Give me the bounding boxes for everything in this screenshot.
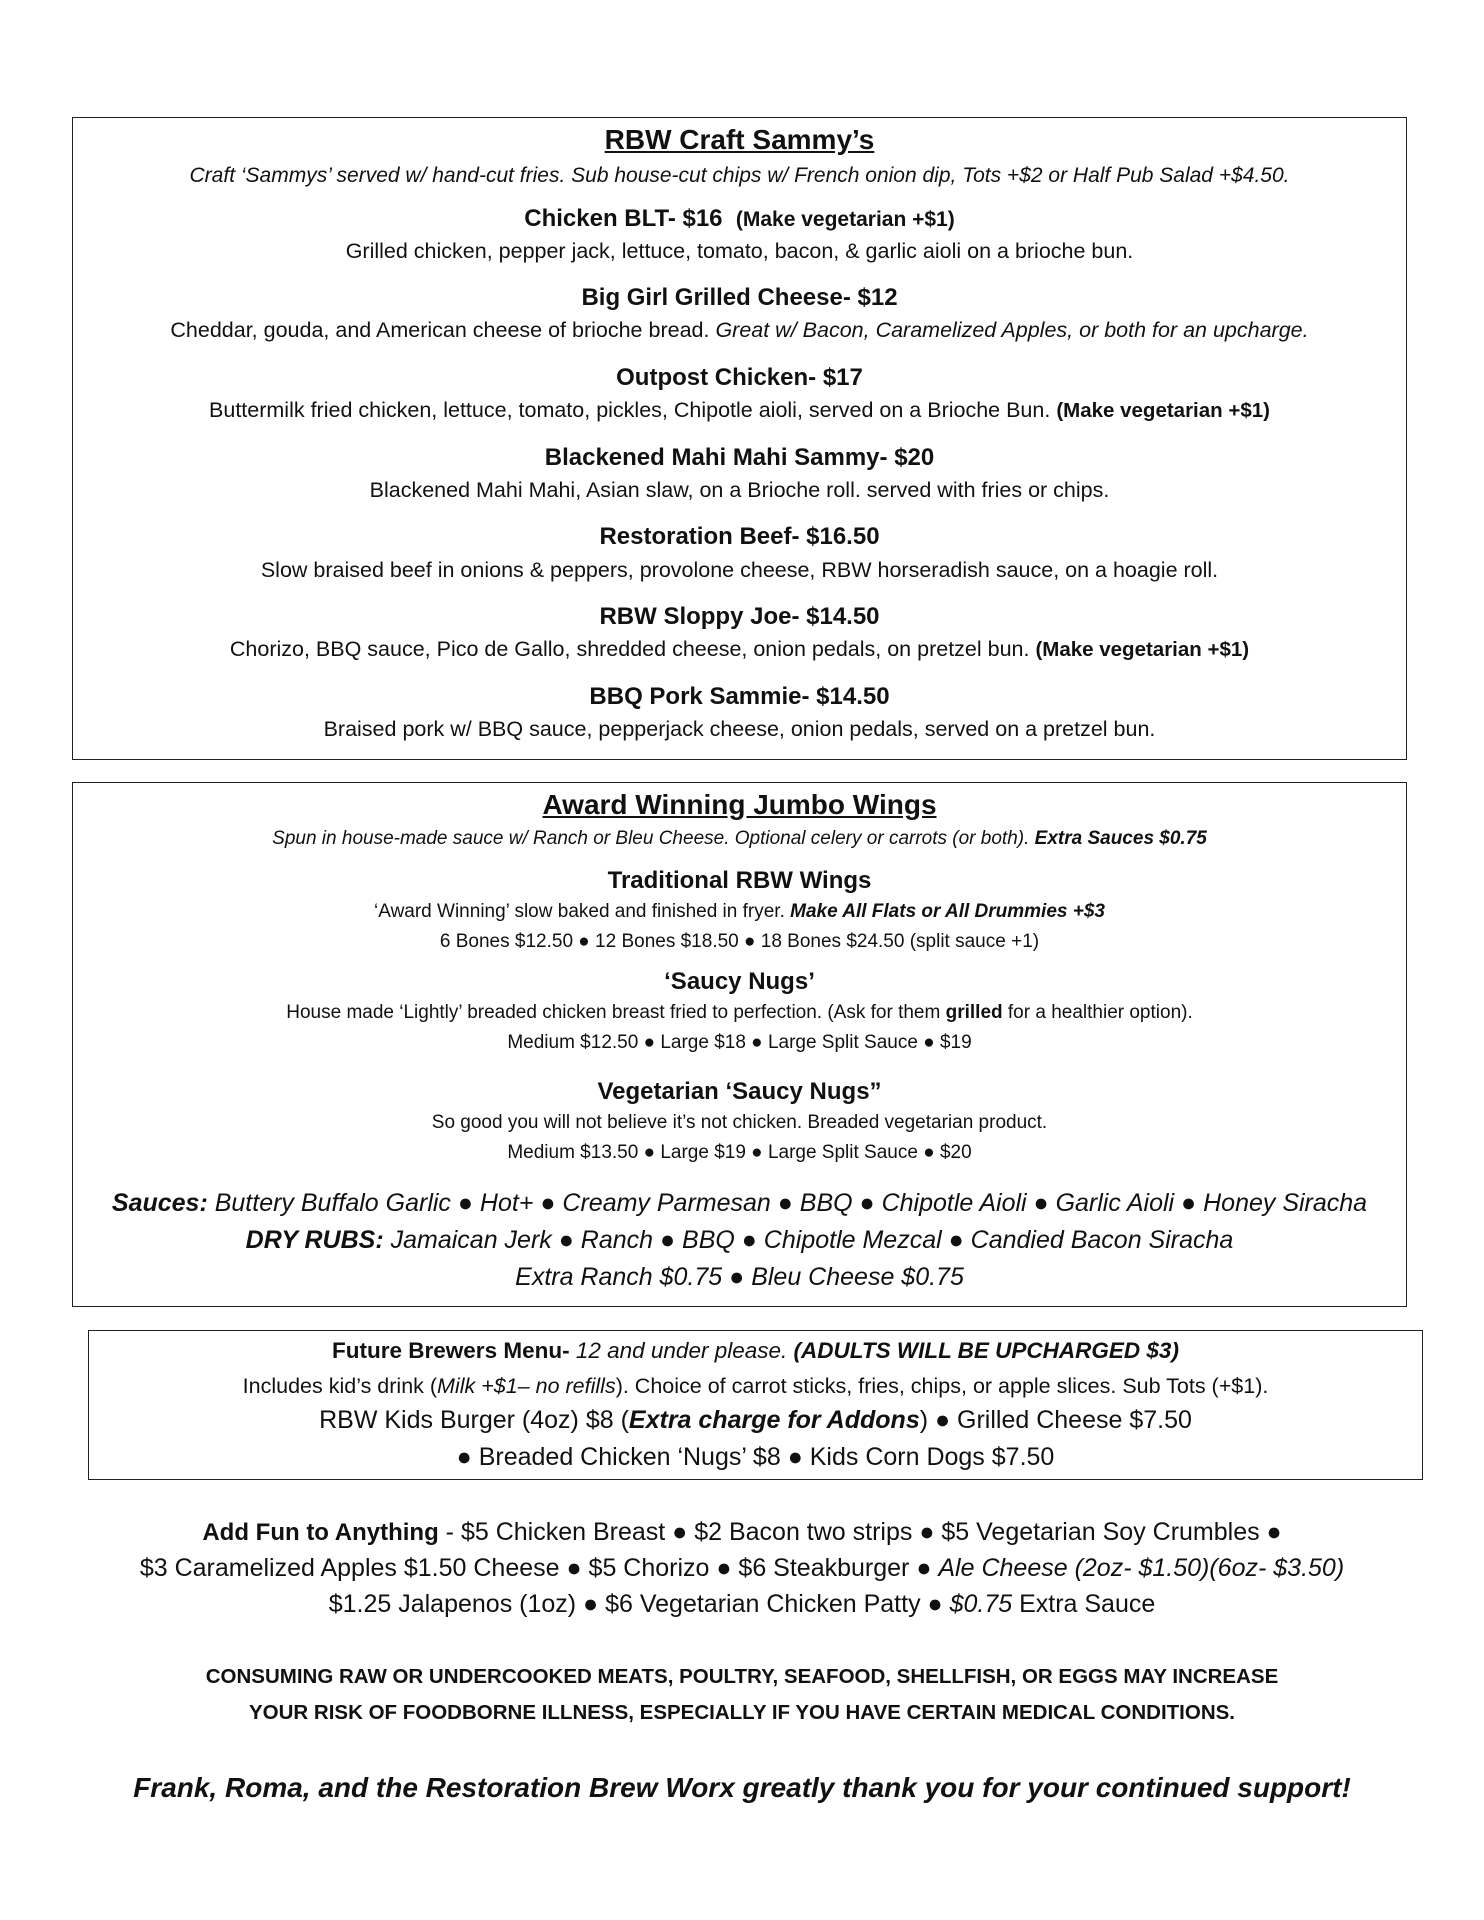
sammys-title: RBW Craft Sammy’s <box>604 124 875 155</box>
wings-traditional-desc: ‘Award Winning’ slow baked and finished in fryer. Make All Flats or All Drummies +$3 <box>374 901 1105 922</box>
kids-includes: Includes kid’s drink (Milk +$1– no refills). Choice of carrot sticks, fries, chips, or apple slices. Sub Tots (+$1). <box>242 1374 1269 1398</box>
sauces-line: Sauces: Buttery Buffalo Garlic ● Hot+ ● Creamy Parmesan ● BBQ ● Chipotle Aioli ● Garlic Aioli ● Honey Siracha <box>111 1189 1368 1217</box>
menu-item-desc: Blackened Mahi Mahi, Asian slaw, on a Brioche roll. served with fries or chips. <box>369 478 1110 502</box>
consumer-warning: CONSUMING RAW OR UNDERCOOKED MEATS, POULTRY, SEAFOOD, SHELLFISH, OR EGGS MAY INCREASE <box>205 1665 1279 1688</box>
thank-you-note: Frank, Roma, and the Restoration Brew Worx greatly thank you for your continued support! <box>133 1772 1351 1803</box>
nugs-desc: House made ‘Lightly’ breaded chicken breast fried to perfection. (Ask for them grilled for a healthier option). <box>286 1002 1193 1023</box>
kids-title: Future Brewers Menu- 12 and under please. (ADULTS WILL BE UPCHARGED $3) <box>332 1338 1179 1363</box>
menu-item-title: BBQ Pork Sammie- $14.50 <box>589 683 890 710</box>
menu-item-desc: Slow braised beef in onions & peppers, provolone cheese, RBW horseradish sauce, on a hoagie roll. <box>260 558 1219 582</box>
consumer-warning: YOUR RISK OF FOODBORNE ILLNESS, ESPECIALLY IF YOU HAVE CERTAIN MEDICAL CONDITIONS. <box>249 1701 1235 1724</box>
menu-item-desc: Grilled chicken, pepper jack, lettuce, tomato, bacon, & garlic aioli on a brioche bun. <box>345 239 1134 263</box>
nugs-prices: Medium $12.50 ● Large $18 ● Large Split Sauce ● $19 <box>507 1032 972 1053</box>
menu-item-desc: Chorizo, BBQ sauce, Pico de Gallo, shredded cheese, onion pedals, on pretzel bun. (Make vegetarian +$1) <box>229 637 1250 661</box>
addons-line: $3 Caramelized Apples $1.50 Cheese ● $5 Chorizo ● $6 Steakburger ● Ale Cheese (2oz- $1.50)(6oz- $3.50) <box>139 1554 1345 1582</box>
menu-item-title: Chicken BLT- $16 (Make vegetarian +$1) <box>524 205 955 232</box>
menu-item-title: Restoration Beef- $16.50 <box>599 523 880 550</box>
menu-item-title: RBW Sloppy Joe- $14.50 <box>599 603 880 630</box>
menu-item-desc: Buttermilk fried chicken, lettuce, tomato, pickles, Chipotle aioli, served on a Brioche Bun. (Make vegetarian +$1) <box>209 398 1270 422</box>
kids-section <box>88 1330 1423 1480</box>
addons-line: Add Fun to Anything - $5 Chicken Breast ● $2 Bacon two strips ● $5 Vegetarian Soy Crumbles ● <box>202 1518 1282 1546</box>
dry-rubs-line: DRY RUBS: Jamaican Jerk ● Ranch ● BBQ ● Chipotle Mezcal ● Candied Bacon Siracha <box>245 1226 1234 1254</box>
kids-items-line: ● Breaded Chicken ‘Nugs’ $8 ● Kids Corn Dogs $7.50 <box>456 1443 1055 1471</box>
kids-items-line: RBW Kids Burger (4oz) $8 (Extra charge for Addons) ● Grilled Cheese $7.50 <box>319 1406 1192 1434</box>
menu-item-desc: Cheddar, gouda, and American cheese of brioche bread. Great w/ Bacon, Caramelized Apples, or both for an upcharge. <box>170 318 1309 342</box>
wings-traditional-title: Traditional RBW Wings <box>607 867 872 894</box>
menu-item-title: Blackened Mahi Mahi Sammy- $20 <box>544 444 935 471</box>
sammys-section <box>72 117 1407 760</box>
veg-nugs-title: Vegetarian ‘Saucy Nugs” <box>597 1078 882 1105</box>
wings-note: Spun in house-made sauce w/ Ranch or Bleu Cheese. Optional celery or carrots (or both). Extra Sauces $0.75 <box>272 828 1207 849</box>
menu-item-title: Big Girl Grilled Cheese- $12 <box>581 284 898 311</box>
menu-item-title: Outpost Chicken- $17 <box>616 364 863 391</box>
nugs-title: ‘Saucy Nugs’ <box>664 968 815 995</box>
wings-traditional-prices: 6 Bones $12.50 ● 12 Bones $18.50 ● 18 Bones $24.50 (split sauce +1) <box>439 931 1040 952</box>
veg-nugs-desc: So good you will not believe it’s not chicken. Breaded vegetarian product. <box>431 1112 1048 1133</box>
veg-nugs-prices: Medium $13.50 ● Large $19 ● Large Split Sauce ● $20 <box>507 1142 972 1163</box>
wings-title: Award Winning Jumbo Wings <box>542 789 937 820</box>
extras-line: Extra Ranch $0.75 ● Bleu Cheese $0.75 <box>515 1263 964 1291</box>
sammys-note: Craft ‘Sammys’ served w/ hand-cut fries. Sub house-cut chips w/ French onion dip, Tots +$2 or Half Pub Salad +$4.50. <box>189 164 1290 187</box>
addons-line: $1.25 Jalapenos (1oz) ● $6 Vegetarian Chicken Patty ● $0.75 Extra Sauce <box>328 1590 1156 1618</box>
menu-item-desc: Braised pork w/ BBQ sauce, pepperjack cheese, onion pedals, served on a pretzel bun. <box>323 717 1156 741</box>
wings-section <box>72 782 1407 1307</box>
